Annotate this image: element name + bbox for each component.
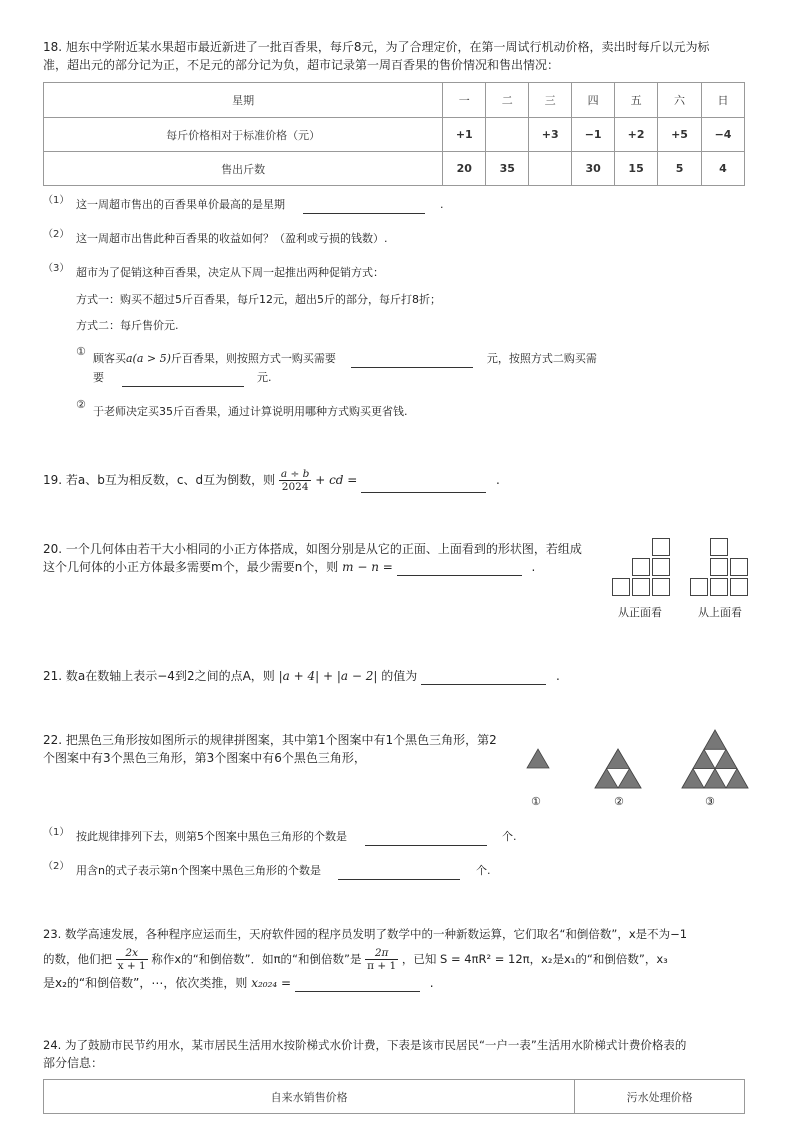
q19-end: . (496, 473, 500, 487)
q22 (43, 731, 523, 767)
q20 (43, 540, 603, 576)
q22-line2: 个图案中有3个黑色三角形，第3个图案中有6个黑色三角形， (43, 751, 366, 765)
q18-p2-text: 这一周超市出售此种百香果的收益如何？（盈利或亏损的钱数）. (76, 232, 388, 245)
q22-p2-answer-blank[interactable] (338, 879, 460, 880)
q18-method1: 方式一：购买不超过5斤百香果，每斤12元，超出5斤的部分，每斤打8折； (76, 293, 441, 306)
q18-p3-num: （3） (43, 263, 70, 274)
q18-sold-cell: 30 (572, 152, 615, 186)
cube-cell (730, 558, 748, 576)
q23-frac1-den: x + 1 (117, 960, 146, 972)
q18-header-row (44, 83, 745, 118)
q18-price-cell: +3 (529, 118, 572, 152)
q20-line2-pre: 这个几何体的小正方体最多需要m个，最少需要n个，则 (43, 560, 339, 574)
q24 (43, 1036, 755, 1072)
q22-line1: 22. 把黑色三角形按如图所示的规律拼图案，其中第1个图案中有1个黑色三角形，第2 (43, 733, 497, 747)
q21-answer-blank[interactable] (421, 684, 546, 685)
q18-table (43, 82, 745, 186)
q18-sold-cell (529, 152, 572, 186)
front-view-figure (612, 538, 674, 598)
pattern-label-1: ① (531, 795, 541, 808)
q18-day: 五 (615, 83, 658, 118)
q18-day: 六 (658, 83, 702, 118)
q24-line1: 24. 为了鼓励市民节约用水，某市居民生活用水按阶梯式水价计费，下表是该市民居民“一户一表”生活用水阶梯式计费价格表的 (43, 1038, 687, 1052)
cube-cell (632, 578, 650, 596)
q18-method2: 方式二：每斤售价元. (76, 319, 179, 332)
q18-day: 日 (702, 83, 745, 118)
q21-pre: 21. 数a在数轴上表示−4到2之间的点A，则 (43, 669, 275, 683)
cube-cell (690, 578, 708, 596)
q21-post: 的值为 (381, 669, 418, 683)
cube-cell (652, 538, 670, 556)
q18-day: 四 (572, 83, 615, 118)
q18-price-cell: +5 (658, 118, 702, 152)
q18-p3-text: 超市为了促销这种百香果，决定从下周一起推出两种促销方式： (76, 266, 384, 279)
q22-p2-text: 用含n的式子表示第n个图案中黑色三角形的个数是 (76, 864, 321, 877)
pattern-3 (682, 730, 748, 788)
q22-p1-answer-blank[interactable] (365, 845, 487, 846)
q20-line2 (43, 558, 603, 576)
q23-l2-mid: 称作x的“和倒倍数”．如π的“和倒倍数”是 (151, 952, 362, 966)
q24-header-row (44, 1080, 745, 1114)
q18-price-cell (486, 118, 529, 152)
q23-l2-post: ，已知 S = 4πR² = 12π，x₂是x₁的“和倒倍数”，x₃ (401, 952, 668, 966)
q18-sold-cell: 15 (615, 152, 658, 186)
q18-p1-end: . (440, 198, 444, 211)
q24-col-water-price: 自来水销售价格 (44, 1080, 575, 1114)
q20-line2-math: m − n = (342, 560, 393, 574)
q23-fraction-2 (365, 947, 398, 972)
q18-intro (43, 38, 763, 74)
q18-header-label: 星期 (44, 83, 443, 118)
q18-c2-mark: ② (76, 398, 86, 411)
q20-answer-blank[interactable] (397, 575, 522, 576)
q18-sold-cell: 5 (658, 152, 702, 186)
q24-col-sewage-price: 污水处理价格 (575, 1080, 745, 1114)
q18-sold-row (44, 152, 745, 186)
q18-price-cell: +2 (615, 118, 658, 152)
q18-c1-line2-text: 要 (93, 371, 104, 384)
q18-price-cell: +1 (443, 118, 486, 152)
q18-c1-math: a(a > 5) (126, 352, 171, 365)
top-view-figure (690, 538, 752, 598)
q18-c1-mid: 斤百香果，则按照方式一购买需要 (170, 352, 336, 365)
cube-cell (652, 558, 670, 576)
q18-p1-num: （1） (43, 195, 70, 206)
q23-l3-pre: 是x₂的“和倒倍数”，⋯，依次类推，则 (43, 976, 248, 990)
q23-line1: 23. 数学高速发展，各种程序应运而生，天府软件园的程序员发明了数学中的一种新数运算，它们取名“和倒倍数”，x是不为−1 (43, 927, 688, 941)
cube-cell (632, 558, 650, 576)
q18-p1-text: 这一周超市售出的百香果单价最高的是星期 (76, 198, 285, 211)
q22-p1 (76, 828, 517, 846)
q18-c1 (93, 350, 597, 368)
q19 (43, 468, 500, 493)
q19-pre: 19. 若a、b互为相反数，c、d互为倒数，则 (43, 473, 276, 487)
q19-frac-num: a ÷ b (280, 468, 310, 480)
q21-end: . (555, 669, 560, 683)
q18-intro-line1: 18. 旭东中学附近某水果超市最近新进了一批百香果，每斤8元，为了合理定价，在第一周试行机动价格，卖出时每斤以元为标 (43, 40, 710, 54)
q21 (43, 667, 560, 685)
q22-p2 (76, 862, 490, 880)
cube-cell (710, 578, 728, 596)
q18-c1-line2 (93, 369, 272, 387)
q23-line2 (43, 947, 755, 972)
q22-p1-text: 按此规律排列下去，则第5个图案中黑色三角形的个数是 (76, 830, 347, 843)
q18-p1-answer-blank[interactable] (303, 213, 425, 214)
q23-end: . (429, 976, 434, 990)
q24-line2: 部分信息： (43, 1056, 104, 1070)
q23-frac2-den: π + 1 (367, 960, 397, 972)
black-triangle (527, 749, 549, 768)
q23 (43, 925, 755, 992)
cube-cell (652, 578, 670, 596)
cube-cell (710, 538, 728, 556)
q24-table (43, 1079, 745, 1114)
q19-post: + cd = (315, 473, 358, 487)
q18-c1-end: 元. (257, 371, 272, 384)
cube-cell (730, 578, 748, 596)
cube-cell (710, 558, 728, 576)
q18-c1-blank1[interactable] (351, 367, 473, 368)
q23-frac1-num: 2x (116, 947, 148, 960)
q18-sold-label: 售出斤数 (44, 152, 443, 186)
q18-day: 一 (443, 83, 486, 118)
q18-intro-line2: 准，超出元的部分记为正，不足元的部分记为负，超市记录第一周百香果的售价情况和售出情况： (43, 58, 560, 72)
q23-fraction-1 (116, 947, 148, 972)
q18-day: 三 (529, 83, 572, 118)
cube-cell (612, 578, 630, 596)
q18-p2-num: （2） (43, 229, 70, 240)
q18-c1-pre: 顾客买 (93, 352, 126, 365)
q22-p1-end: 个. (502, 830, 517, 843)
pattern-label-2: ② (614, 795, 624, 808)
q22-p2-end: 个. (475, 864, 491, 877)
q18-c1-blank2[interactable] (122, 386, 244, 387)
q18-price-cell: −4 (702, 118, 745, 152)
q23-answer-blank[interactable] (295, 991, 420, 992)
black-triangle (607, 749, 630, 769)
q19-fraction (279, 468, 311, 493)
q23-l2-pre: 的数，他们把 (43, 952, 112, 966)
q18-price-cell: −1 (572, 118, 615, 152)
q18-sold-cell: 4 (702, 152, 745, 186)
q23-l3-math: x₂₀₂₄ = (251, 976, 292, 990)
q20-line1: 20. 一个几何体由若干大小相同的小正方体搭成，如图分别是从它的正面、上面看到的形状图，若组成 (43, 542, 582, 556)
q19-answer-blank[interactable] (361, 492, 486, 493)
q18-price-label: 每斤价格相对于标准价格（元） (44, 118, 443, 152)
q18-p1 (76, 196, 444, 214)
q18-price-row (44, 118, 745, 152)
q19-frac-den: 2024 (281, 481, 309, 493)
q18-c1-after: 元，按照方式二购买需 (486, 352, 597, 365)
pattern-label-3: ③ (705, 795, 715, 808)
triangle-pattern-figure (520, 725, 760, 815)
q18-sold-cell: 20 (443, 152, 486, 186)
front-view-caption: 从正面看 (618, 606, 662, 619)
q18-c1-mark: ① (76, 345, 86, 358)
black-triangle (704, 730, 726, 749)
q23-line3 (43, 974, 755, 992)
q22-p2-num: （2） (43, 861, 70, 872)
top-view-caption: 从上面看 (698, 606, 742, 619)
q21-math: |a + 4| + |a − 2| (278, 669, 378, 683)
q18-c2-text: 于老师决定买35斤百香果，通过计算说明用哪种方式购买更省钱. (93, 405, 408, 418)
pattern-2 (595, 749, 641, 788)
q23-frac2-num: 2π (365, 947, 398, 960)
q18-sold-cell: 35 (486, 152, 529, 186)
q18-day: 二 (486, 83, 529, 118)
q20-end: . (531, 560, 536, 574)
q22-p1-num: （1） (43, 827, 70, 838)
